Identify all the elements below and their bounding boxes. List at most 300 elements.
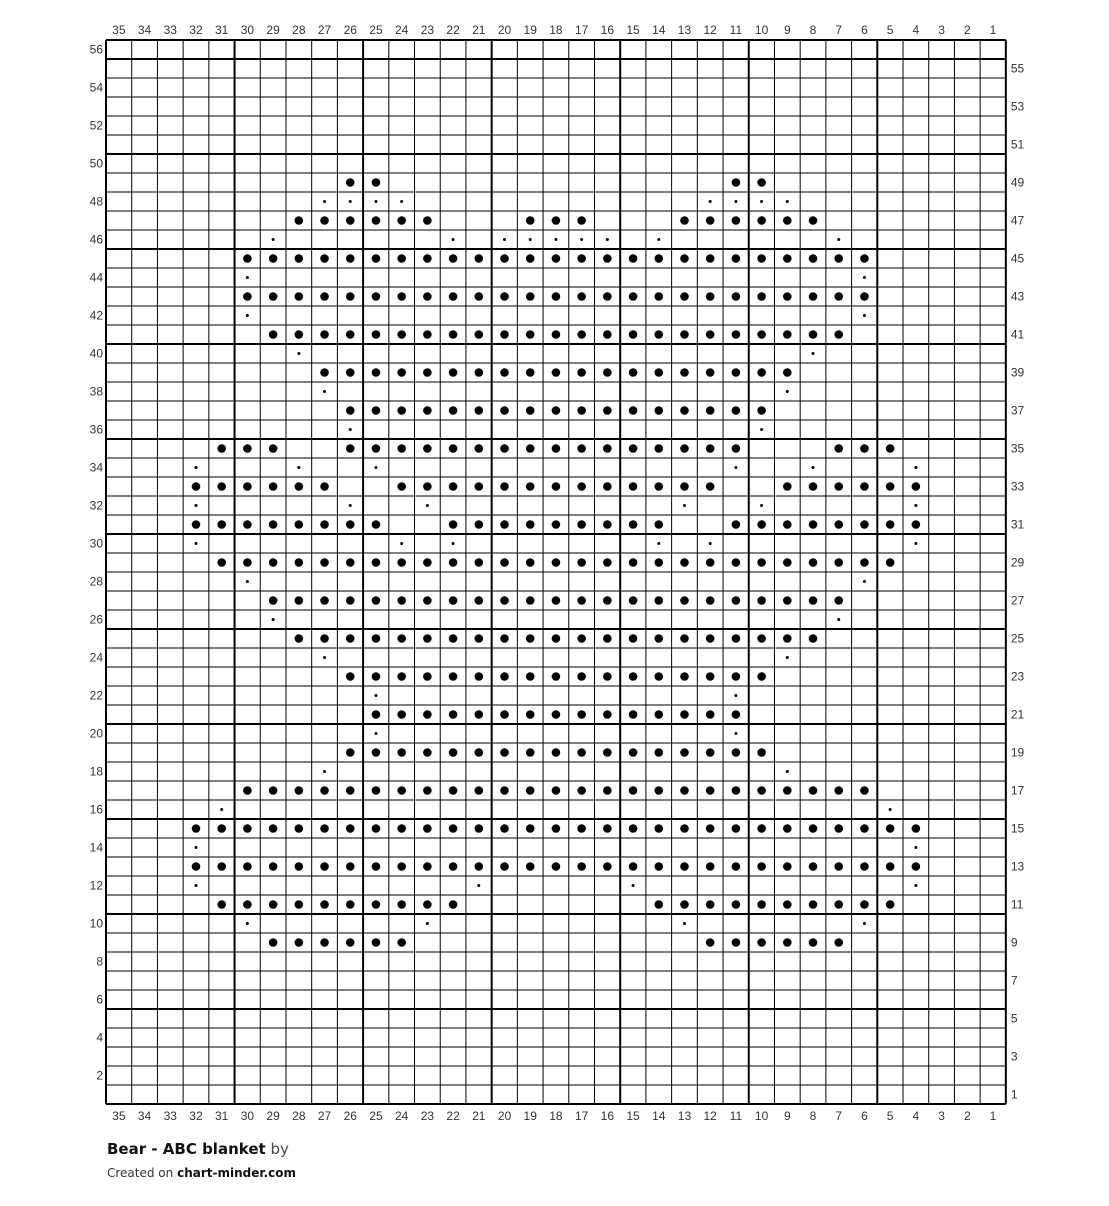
- stitch-small-dot: [426, 922, 429, 925]
- stitch-dot: [757, 558, 766, 567]
- stitch-dot: [680, 786, 689, 795]
- column-number-bottom: 4: [912, 1109, 920, 1123]
- stitch-dot: [372, 748, 381, 757]
- row-number-right: 15: [1010, 821, 1025, 836]
- stitch-dot: [654, 824, 663, 833]
- stitch-dot: [474, 482, 483, 491]
- stitch-small-dot: [914, 466, 917, 469]
- stitch-dot: [423, 330, 432, 339]
- row-number-left: 10: [89, 916, 103, 931]
- stitch-dot: [269, 444, 278, 453]
- column-number-bottom: 28: [292, 1109, 306, 1123]
- stitch-dot: [346, 292, 355, 301]
- stitch-dot: [397, 596, 406, 605]
- stitch-dot: [603, 786, 612, 795]
- stitch-dot: [397, 634, 406, 643]
- stitch-dot: [217, 862, 226, 871]
- column-number-bottom: 21: [472, 1109, 486, 1123]
- stitch-dot: [783, 254, 792, 263]
- column-number-top: 10: [754, 23, 769, 37]
- stitch-dot: [423, 672, 432, 681]
- stitch-small-dot: [683, 504, 686, 507]
- stitch-dot: [552, 862, 561, 871]
- stitch-dot: [295, 900, 304, 909]
- stitch-dot: [449, 330, 458, 339]
- stitch-dot: [706, 900, 715, 909]
- column-number-top: 23: [420, 23, 435, 37]
- stitch-dot: [346, 444, 355, 453]
- row-number-right: 19: [1010, 745, 1025, 760]
- row-number-left: 54: [89, 80, 103, 95]
- stitch-dot: [783, 368, 792, 377]
- stitch-dot: [320, 292, 329, 301]
- stitch-dot: [397, 938, 406, 947]
- stitch-dot: [757, 406, 766, 415]
- row-number-left: 18: [89, 764, 103, 779]
- stitch-dot: [423, 406, 432, 415]
- stitch-small-dot: [323, 770, 326, 773]
- stitch-small-dot: [374, 200, 377, 203]
- stitch-dot: [423, 596, 432, 605]
- stitch-dot: [320, 938, 329, 947]
- stitch-dot: [449, 444, 458, 453]
- stitch-dot: [834, 824, 843, 833]
- stitch-dot: [577, 634, 586, 643]
- column-number-bottom: 9: [783, 1109, 791, 1123]
- stitch-dot: [474, 330, 483, 339]
- column-number-bottom: 2: [963, 1109, 971, 1123]
- row-number-left: 48: [89, 194, 103, 209]
- stitch-small-dot: [554, 238, 557, 241]
- stitch-dot: [783, 596, 792, 605]
- column-number-top: 6: [861, 23, 868, 37]
- stitch-dot: [654, 330, 663, 339]
- stitch-dot: [526, 216, 535, 225]
- column-number-top: 2: [963, 23, 971, 37]
- column-number-bottom: 33: [163, 1109, 177, 1123]
- column-number-bottom: 16: [600, 1109, 615, 1123]
- stitch-dot: [526, 368, 535, 377]
- stitch-dot: [834, 596, 843, 605]
- column-number-bottom: 7: [835, 1109, 843, 1123]
- stitch-small-dot: [272, 238, 275, 241]
- stitch-small-dot: [632, 884, 635, 887]
- stitch-dot: [757, 634, 766, 643]
- stitch-dot: [192, 824, 201, 833]
- stitch-dot: [577, 482, 586, 491]
- column-number-top: 26: [343, 23, 357, 37]
- stitch-dot: [526, 710, 535, 719]
- stitch-dot: [732, 596, 741, 605]
- stitch-dot: [397, 748, 406, 757]
- pattern-title-line: [107, 1140, 289, 1158]
- stitch-dot: [809, 482, 818, 491]
- stitch-dot: [654, 368, 663, 377]
- stitch-dot: [397, 292, 406, 301]
- stitch-dot: [706, 824, 715, 833]
- stitch-dot: [680, 406, 689, 415]
- stitch-dot: [860, 482, 869, 491]
- stitch-dot: [654, 862, 663, 871]
- stitch-dot: [732, 938, 741, 947]
- stitch-dot: [834, 482, 843, 491]
- stitch-dot: [912, 520, 921, 529]
- stitch-dot: [295, 330, 304, 339]
- stitch-dot: [654, 596, 663, 605]
- stitch-dot: [706, 710, 715, 719]
- stitch-dot: [449, 824, 458, 833]
- stitch-dot: [423, 292, 432, 301]
- stitch-dot: [243, 444, 252, 453]
- stitch-dot: [320, 596, 329, 605]
- stitch-dot: [320, 786, 329, 795]
- row-number-right: 41: [1010, 327, 1025, 342]
- credit-line: [107, 1166, 296, 1180]
- column-number-top: 34: [137, 23, 152, 37]
- column-number-top: 27: [317, 23, 332, 37]
- column-number-top: 25: [369, 23, 383, 37]
- stitch-small-dot: [426, 504, 429, 507]
- stitch-dot: [397, 710, 406, 719]
- stitch-dot: [886, 900, 895, 909]
- stitch-dot: [243, 862, 252, 871]
- stitch-small-dot: [760, 428, 763, 431]
- stitch-dot: [449, 482, 458, 491]
- stitch-dot: [732, 368, 741, 377]
- row-number-right: 27: [1010, 593, 1025, 608]
- stitch-dot: [372, 368, 381, 377]
- stitch-dot: [500, 406, 509, 415]
- stitch-dot: [397, 824, 406, 833]
- stitch-dot: [372, 254, 381, 263]
- stitch-dot: [809, 786, 818, 795]
- stitch-dot: [757, 748, 766, 757]
- stitch-small-dot: [400, 200, 403, 203]
- stitch-dot: [603, 748, 612, 757]
- stitch-dot: [372, 824, 381, 833]
- row-number-right: 21: [1010, 707, 1025, 722]
- stitch-small-dot: [194, 504, 197, 507]
- row-number-left: 42: [89, 308, 103, 323]
- stitch-dot: [449, 786, 458, 795]
- stitch-small-dot: [734, 200, 737, 203]
- stitch-dot: [809, 558, 818, 567]
- stitch-dot: [629, 444, 638, 453]
- column-number-bottom: 23: [420, 1109, 435, 1123]
- column-number-top: 4: [912, 23, 920, 37]
- column-number-bottom: 18: [549, 1109, 563, 1123]
- stitch-dot: [320, 216, 329, 225]
- stitch-dot: [732, 710, 741, 719]
- row-number-right: 23: [1010, 669, 1025, 684]
- row-number-left: 28: [89, 574, 103, 589]
- stitch-dot: [552, 406, 561, 415]
- stitch-dot: [217, 558, 226, 567]
- stitch-dot: [783, 634, 792, 643]
- row-number-left: 22: [89, 688, 103, 703]
- stitch-dot: [732, 216, 741, 225]
- stitch-dot: [629, 368, 638, 377]
- stitch-dot: [346, 900, 355, 909]
- stitch-dot: [295, 862, 304, 871]
- stitch-dot: [706, 596, 715, 605]
- row-number-left: 38: [89, 384, 103, 399]
- stitch-dot: [577, 292, 586, 301]
- column-number-bottom: 17: [574, 1109, 589, 1123]
- stitch-dot: [603, 520, 612, 529]
- stitch-dot: [603, 444, 612, 453]
- pattern-name[interactable]: Bear - ABC blanket: [107, 1140, 266, 1158]
- stitch-dot: [783, 900, 792, 909]
- stitch-dot: [346, 786, 355, 795]
- stitch-dot: [552, 292, 561, 301]
- stitch-dot: [449, 596, 458, 605]
- stitch-dot: [757, 596, 766, 605]
- stitch-dot: [680, 862, 689, 871]
- stitch-dot: [629, 672, 638, 681]
- stitch-dot: [320, 558, 329, 567]
- stitch-dot: [295, 938, 304, 947]
- column-number-top: 14: [652, 23, 666, 37]
- column-number-top: 9: [783, 23, 791, 37]
- stitch-dot: [552, 786, 561, 795]
- stitch-small-dot: [503, 238, 506, 241]
- stitch-dot: [629, 748, 638, 757]
- stitch-dot: [500, 672, 509, 681]
- stitch-dot: [500, 368, 509, 377]
- stitch-dot: [629, 558, 638, 567]
- stitch-dot: [706, 368, 715, 377]
- row-number-right: 35: [1010, 441, 1025, 456]
- stitch-dot: [757, 178, 766, 187]
- stitch-dot: [449, 672, 458, 681]
- row-number-right: 33: [1010, 479, 1025, 494]
- stitch-dot: [809, 520, 818, 529]
- column-number-top: 22: [446, 23, 460, 37]
- column-number-top: 31: [215, 23, 229, 37]
- stitch-dot: [809, 900, 818, 909]
- stitch-dot: [372, 292, 381, 301]
- stitch-dot: [834, 938, 843, 947]
- stitch-dot: [577, 254, 586, 263]
- stitch-dot: [680, 216, 689, 225]
- stitch-dot: [757, 672, 766, 681]
- stitch-dot: [552, 710, 561, 719]
- stitch-dot: [474, 862, 483, 871]
- stitch-dot: [449, 368, 458, 377]
- stitch-dot: [320, 520, 329, 529]
- stitch-dot: [577, 558, 586, 567]
- stitch-dot: [449, 862, 458, 871]
- stitch-dot: [526, 558, 535, 567]
- stitch-dot: [346, 254, 355, 263]
- stitch-dot: [397, 900, 406, 909]
- stitch-dot: [372, 862, 381, 871]
- row-number-right: 13: [1010, 859, 1025, 874]
- stitch-dot: [449, 748, 458, 757]
- stitch-dot: [757, 292, 766, 301]
- stitch-dot: [757, 862, 766, 871]
- stitch-dot: [860, 824, 869, 833]
- stitch-dot: [474, 406, 483, 415]
- stitch-dot: [732, 634, 741, 643]
- site-link[interactable]: chart-minder.com: [177, 1166, 296, 1180]
- column-number-bottom: 25: [369, 1109, 383, 1123]
- stitch-dot: [912, 482, 921, 491]
- stitch-dot: [577, 596, 586, 605]
- stitch-dot: [320, 254, 329, 263]
- stitch-dot: [449, 900, 458, 909]
- row-number-right: 55: [1010, 61, 1025, 76]
- stitch-dot: [783, 558, 792, 567]
- column-number-bottom: 30: [240, 1109, 255, 1123]
- stitch-dot: [654, 482, 663, 491]
- stitch-dot: [680, 596, 689, 605]
- stitch-dot: [526, 330, 535, 339]
- stitch-dot: [577, 406, 586, 415]
- stitch-dot: [372, 330, 381, 339]
- stitch-small-dot: [374, 466, 377, 469]
- stitch-dot: [243, 520, 252, 529]
- stitch-dot: [577, 748, 586, 757]
- stitch-small-dot: [837, 238, 840, 241]
- stitch-dot: [474, 520, 483, 529]
- stitch-dot: [886, 862, 895, 871]
- stitch-dot: [295, 786, 304, 795]
- stitch-dot: [603, 368, 612, 377]
- stitch-dot: [809, 862, 818, 871]
- stitch-dot: [886, 444, 895, 453]
- stitch-dot: [783, 938, 792, 947]
- stitch-dot: [577, 824, 586, 833]
- stitch-dot: [680, 444, 689, 453]
- stitch-dot: [423, 216, 432, 225]
- row-number-right: 7: [1010, 973, 1018, 988]
- stitch-dot: [243, 900, 252, 909]
- stitch-dot: [552, 330, 561, 339]
- stitch-dot: [474, 672, 483, 681]
- stitch-dot: [706, 558, 715, 567]
- stitch-dot: [500, 558, 509, 567]
- stitch-dot: [860, 900, 869, 909]
- stitch-dot: [552, 254, 561, 263]
- stitch-dot: [654, 406, 663, 415]
- row-number-left: 36: [89, 422, 103, 437]
- stitch-dot: [295, 254, 304, 263]
- stitch-small-dot: [323, 390, 326, 393]
- stitch-dot: [757, 520, 766, 529]
- stitch-dot: [706, 938, 715, 947]
- column-number-bottom: 31: [215, 1109, 229, 1123]
- stitch-dot: [783, 216, 792, 225]
- stitch-dot: [346, 748, 355, 757]
- column-number-bottom: 29: [266, 1109, 280, 1123]
- stitch-dot: [269, 292, 278, 301]
- stitch-dot: [603, 634, 612, 643]
- stitch-dot: [423, 444, 432, 453]
- stitch-dot: [680, 482, 689, 491]
- stitch-dot: [474, 786, 483, 795]
- stitch-dot: [629, 634, 638, 643]
- column-number-bottom: 22: [446, 1109, 460, 1123]
- stitch-dot: [372, 520, 381, 529]
- row-number-right: 17: [1010, 783, 1025, 798]
- stitch-dot: [757, 368, 766, 377]
- row-number-left: 46: [89, 232, 103, 247]
- stitch-dot: [372, 558, 381, 567]
- stitch-dot: [449, 634, 458, 643]
- stitch-dot: [680, 292, 689, 301]
- stitch-small-dot: [452, 542, 455, 545]
- stitch-dot: [423, 862, 432, 871]
- stitch-dot: [500, 596, 509, 605]
- stitch-dot: [577, 710, 586, 719]
- stitch-dot: [577, 862, 586, 871]
- stitch-dot: [834, 520, 843, 529]
- stitch-small-dot: [323, 656, 326, 659]
- stitch-dot: [346, 216, 355, 225]
- stitch-small-dot: [709, 542, 712, 545]
- stitch-dot: [269, 786, 278, 795]
- stitch-small-dot: [786, 770, 789, 773]
- stitch-dot: [552, 596, 561, 605]
- stitch-dot: [860, 558, 869, 567]
- stitch-dot: [397, 330, 406, 339]
- stitch-dot: [834, 330, 843, 339]
- stitch-dot: [860, 444, 869, 453]
- stitch-dot: [654, 520, 663, 529]
- stitch-dot: [577, 330, 586, 339]
- row-number-left: 2: [96, 1068, 103, 1083]
- stitch-dot: [500, 482, 509, 491]
- stitch-small-dot: [323, 200, 326, 203]
- stitch-dot: [500, 786, 509, 795]
- stitch-dot: [732, 862, 741, 871]
- stitch-dot: [269, 482, 278, 491]
- stitch-dot: [577, 444, 586, 453]
- stitch-dot: [217, 520, 226, 529]
- stitch-dot: [500, 862, 509, 871]
- stitch-dot: [474, 634, 483, 643]
- stitch-dot: [192, 862, 201, 871]
- stitch-dot: [552, 482, 561, 491]
- column-number-top: 24: [394, 23, 409, 37]
- stitch-dot: [269, 558, 278, 567]
- stitch-dot: [654, 558, 663, 567]
- stitch-dot: [192, 482, 201, 491]
- stitch-dot: [526, 406, 535, 415]
- stitch-small-dot: [272, 618, 275, 621]
- stitch-dot: [346, 520, 355, 529]
- stitch-dot: [912, 824, 921, 833]
- stitch-dot: [320, 330, 329, 339]
- stitch-dot: [654, 900, 663, 909]
- stitch-dot: [500, 520, 509, 529]
- stitch-dot: [552, 520, 561, 529]
- stitch-dot: [269, 938, 278, 947]
- stitch-dot: [552, 824, 561, 833]
- stitch-dot: [269, 254, 278, 263]
- stitch-small-dot: [863, 276, 866, 279]
- stitch-dot: [577, 216, 586, 225]
- stitch-dot: [423, 558, 432, 567]
- stitch-dot: [423, 786, 432, 795]
- stitch-dot: [295, 216, 304, 225]
- stitch-small-dot: [760, 200, 763, 203]
- stitch-small-dot: [683, 922, 686, 925]
- row-number-right: 37: [1010, 403, 1025, 418]
- row-number-left: 26: [89, 612, 103, 627]
